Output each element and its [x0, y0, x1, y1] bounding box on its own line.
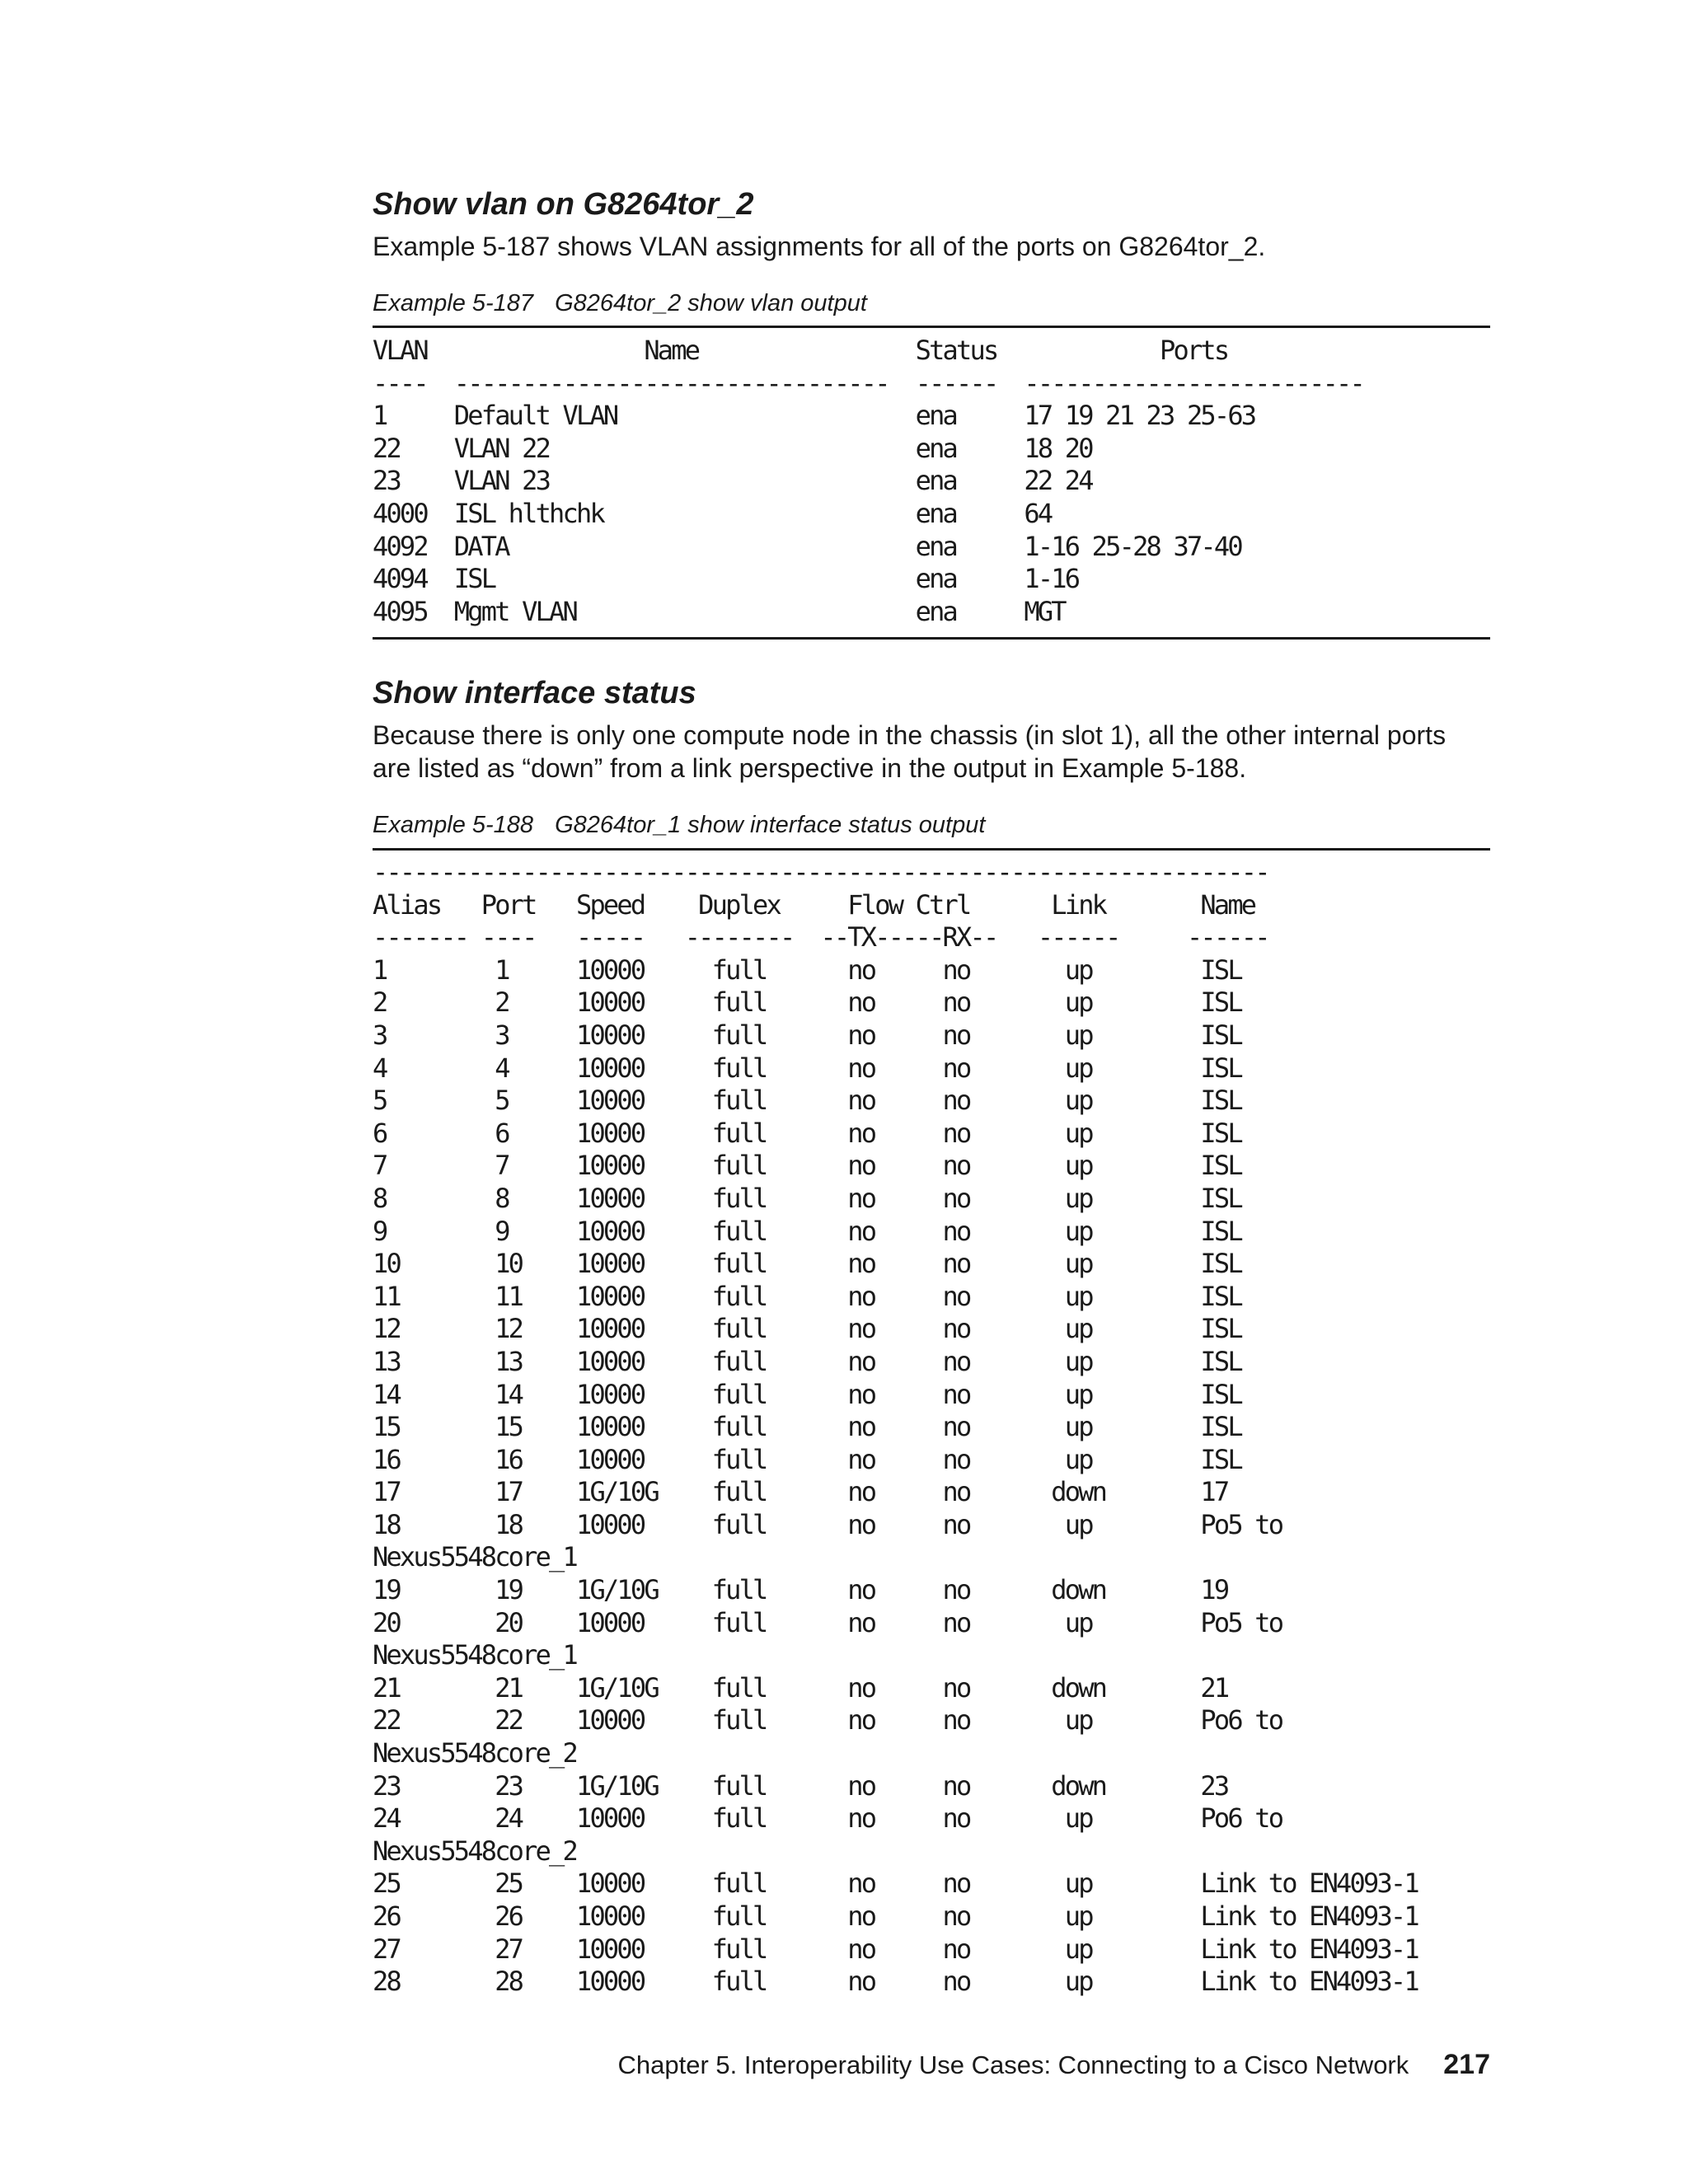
code-line: 17 17 1G/10G full no no down 17 — [373, 1476, 1228, 1508]
code-line: Nexus5548core_2 — [373, 1737, 576, 1769]
code-line: 7 7 10000 full no no up ISL — [373, 1150, 1241, 1182]
code-line: 18 18 10000 full no no up Po5 to — [373, 1508, 1282, 1540]
caption-label: Example 5-188 — [373, 812, 534, 838]
code-line: 12 12 10000 full no no up ISL — [373, 1313, 1241, 1345]
section-heading-show-vlan: Show vlan on G8264tor_2 — [373, 187, 754, 222]
code-block-bottom-rule — [373, 637, 1490, 640]
code-line: 27 27 10000 full no no up Link to EN4093-1 — [373, 1933, 1418, 1965]
code-line: VLAN Name Status Ports — [373, 335, 1228, 366]
code-line: 22 VLAN 22 ena 18 20 — [373, 432, 1092, 464]
code-line: 26 26 10000 full no no up Link to EN4093-1 — [373, 1900, 1418, 1932]
caption-title: G8264tor_2 show vlan output — [555, 290, 867, 316]
caption-title: G8264tor_1 show interface status output — [555, 812, 986, 838]
section-paragraph-interface: Because there is only one compute node in the chassis (in slot 1), all the other internal ports are listed as “down” from a link perspective in the output in Example 5-188. — [373, 720, 1447, 783]
code-line: 5 5 10000 full no no up ISL — [373, 1085, 1241, 1117]
code-line: 9 9 10000 full no no up ISL — [373, 1215, 1241, 1247]
code-line: 4 4 10000 full no no up ISL — [373, 1052, 1241, 1084]
page-number: 217 — [1443, 2049, 1490, 2080]
code-line: Alias Port Speed Duplex Flow Ctrl Link Name — [373, 888, 1255, 921]
code-line: 6 6 10000 full no no up ISL — [373, 1117, 1241, 1149]
code-line: 28 28 10000 full no no up Link to EN4093-1 — [373, 1966, 1418, 1998]
code-line: 4092 DATA ena 1-16 25-28 37-40 — [373, 530, 1241, 562]
code-line: 1 1 10000 full no no up ISL — [373, 954, 1241, 986]
code-line: 1 Default VLAN ena 17 19 21 23 25-63 — [373, 400, 1255, 432]
example-caption-5-187 — [373, 288, 867, 318]
code-line: Nexus5548core_1 — [373, 1541, 576, 1573]
code-line: ---- -------------------------------- ------ ------------------------- — [373, 367, 1363, 399]
code-line: 21 21 1G/10G full no no down 21 — [373, 1671, 1228, 1704]
code-block-top-rule — [373, 326, 1490, 328]
code-line: 23 VLAN 23 ena 22 24 — [373, 465, 1092, 497]
page-footer — [618, 2048, 1490, 2082]
code-line: ------------------------------------------------------------------ — [373, 856, 1268, 888]
interface-status-code-block — [373, 856, 1418, 1999]
code-line: 11 11 10000 full no no up ISL — [373, 1280, 1241, 1312]
footer-chapter-title: Chapter 5. Interoperability Use Cases: Connecting to a Cisco Network — [617, 2050, 1409, 2079]
code-line: 23 23 1G/10G full no no down 23 — [373, 1769, 1228, 1802]
code-line: 2 2 10000 full no no up ISL — [373, 987, 1241, 1019]
code-line: 22 22 10000 full no no up Po6 to — [373, 1704, 1282, 1736]
code-line: 24 24 10000 full no no up Po6 to — [373, 1802, 1282, 1835]
code-line: 4094 ISL ena 1-16 — [373, 563, 1079, 595]
example-caption-5-188 — [373, 810, 985, 840]
code-block-top-rule — [373, 848, 1490, 851]
code-line: Nexus5548core_1 — [373, 1639, 576, 1671]
code-line: 4095 Mgmt VLAN ena MGT — [373, 595, 1065, 627]
code-line: 13 13 10000 full no no up ISL — [373, 1345, 1241, 1377]
code-line: 15 15 10000 full no no up ISL — [373, 1411, 1241, 1443]
code-line: ------- ---- ----- -------- --TX-----RX-- ------ ------ — [373, 921, 1268, 954]
code-line: 20 20 10000 full no no up Po5 to — [373, 1606, 1282, 1638]
section-paragraph-vlan: Example 5-187 shows VLAN assignments for all of the ports on G8264tor_2. — [373, 232, 1266, 261]
code-line: 8 8 10000 full no no up ISL — [373, 1182, 1241, 1214]
caption-label: Example 5-187 — [373, 290, 534, 316]
vlan-output-code-block — [373, 335, 1363, 628]
code-line: 10 10 10000 full no no up ISL — [373, 1248, 1241, 1280]
code-line: 16 16 10000 full no no up ISL — [373, 1443, 1241, 1475]
code-line: 3 3 10000 full no no up ISL — [373, 1019, 1241, 1051]
code-line: 19 19 1G/10G full no no down 19 — [373, 1574, 1228, 1606]
section-heading-interface-status: Show interface status — [373, 676, 696, 710]
code-line: 4000 ISL hlthchk ena 64 — [373, 497, 1052, 529]
code-line: 25 25 10000 full no no up Link to EN4093-1 — [373, 1868, 1418, 1900]
code-line: Nexus5548core_2 — [373, 1835, 576, 1867]
code-line: 14 14 10000 full no no up ISL — [373, 1378, 1241, 1410]
